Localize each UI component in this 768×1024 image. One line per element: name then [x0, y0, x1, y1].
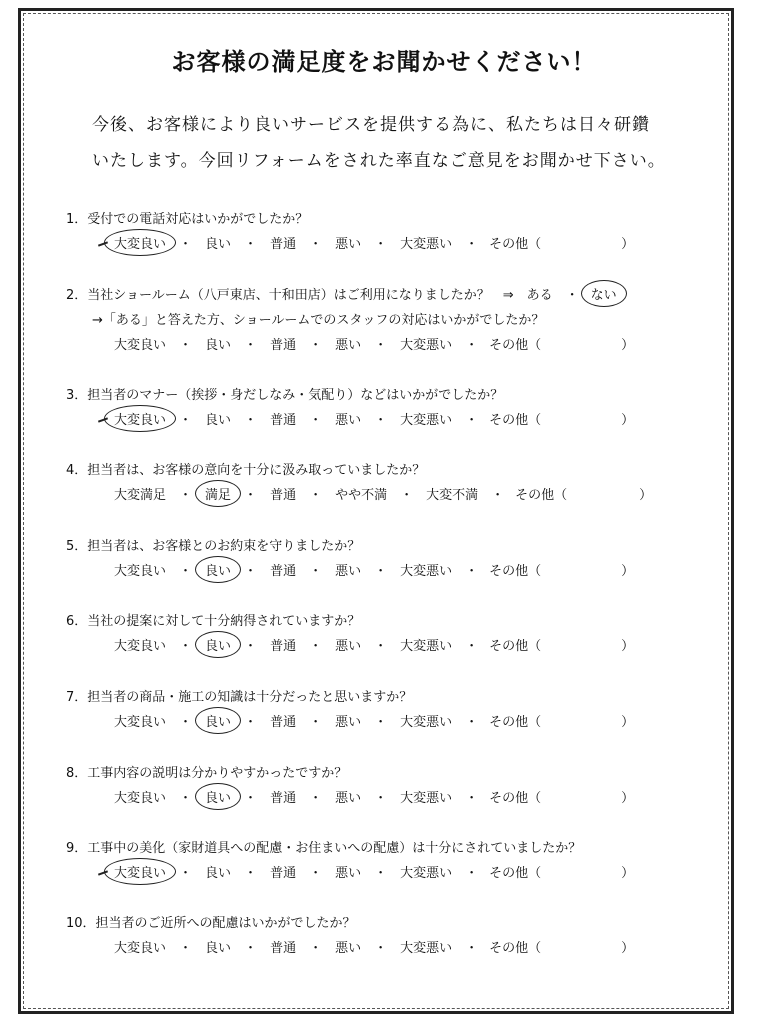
option[interactable]: 悪い: [335, 237, 362, 252]
paren-close: ）: [639, 488, 653, 503]
option-selected[interactable]: 良い: [203, 635, 233, 654]
paren-close: ）: [621, 639, 635, 654]
option[interactable]: 普通: [270, 941, 297, 956]
question-1-options: 大変良い ・ 良い ・ 普通 ・ 悪い ・ 大変悪い ・ その他（ ）: [112, 233, 732, 252]
paren-close: ）: [621, 715, 635, 730]
option[interactable]: 良い: [205, 866, 232, 881]
option-selected[interactable]: 大変良い: [112, 409, 168, 428]
question-7-options: 大変良い ・ 良い ・ 普通 ・ 悪い ・ 大変悪い ・ その他（ ）: [112, 711, 732, 730]
paren-close: ）: [621, 791, 635, 806]
question-2-sub: →「ある」と答えた方、ショールームでのスタッフの対応はいかがでしたか？: [92, 313, 545, 328]
option[interactable]: 悪い: [335, 715, 362, 730]
question-3-options: 大変良い ・ 良い ・ 普通 ・ 悪い ・ 大変悪い ・ その他（ ）: [112, 409, 732, 428]
option-other[interactable]: その他（: [489, 639, 542, 654]
option-other[interactable]: その他（: [489, 413, 542, 428]
intro-line-1: 今後、お客様により良いサービスを提供する為に、私たちは日々研鑽: [92, 115, 650, 135]
question-10-options: 大変良い ・ 良い ・ 普通 ・ 悪い ・ 大変悪い ・ その他（ ）: [112, 937, 732, 956]
option[interactable]: 悪い: [335, 791, 362, 806]
option-other[interactable]: その他（: [515, 488, 568, 503]
option[interactable]: 普通: [270, 791, 297, 806]
option[interactable]: 大変悪い: [400, 791, 453, 806]
question-6-options: 大変良い ・ 良い ・ 普通 ・ 悪い ・ 大変悪い ・ その他（ ）: [112, 635, 732, 654]
option[interactable]: 大変良い: [114, 564, 167, 579]
option-selected[interactable]: 大変良い: [112, 233, 168, 252]
option[interactable]: 大変悪い: [400, 338, 453, 353]
option[interactable]: 大変悪い: [400, 639, 453, 654]
option[interactable]: 普通: [270, 413, 297, 428]
option[interactable]: 普通: [270, 338, 297, 353]
option[interactable]: 悪い: [335, 639, 362, 654]
option[interactable]: 普通: [270, 639, 297, 654]
option[interactable]: 良い: [205, 941, 232, 956]
option[interactable]: 大変悪い: [400, 413, 453, 428]
paren-close: ）: [621, 866, 635, 881]
option[interactable]: 悪い: [335, 338, 362, 353]
paren-close: ）: [621, 941, 635, 956]
question-9: 9．工事中の美化（家財道具への配慮・お住まいへの配慮）は十分にされていましたか？: [66, 841, 582, 856]
option[interactable]: 大変悪い: [400, 941, 453, 956]
question-2-text: 2．当社ショールーム（八戸東店、十和田店）はご利用になりましたか？ ⇒ ある ・: [66, 288, 579, 303]
paren-close: ）: [621, 564, 635, 579]
option[interactable]: 大変不満: [426, 488, 479, 503]
survey-title: お客様の満足度をお聞かせください！: [171, 48, 597, 76]
option[interactable]: 悪い: [335, 564, 362, 579]
question-4: 4．担当者は、お客様の意向を十分に汲み取っていましたか？: [66, 463, 426, 478]
option[interactable]: 良い: [205, 338, 232, 353]
option[interactable]: 大変良い: [114, 791, 167, 806]
option-selected[interactable]: 良い: [203, 787, 233, 806]
question-10: 10．担当者のご近所への配慮はいかがでしたか？: [66, 916, 356, 931]
option-other[interactable]: その他（: [489, 941, 542, 956]
option-selected[interactable]: 良い: [203, 711, 233, 730]
paren-close: ）: [621, 237, 635, 252]
question-8-options: 大変良い ・ 良い ・ 普通 ・ 悪い ・ 大変悪い ・ その他（ ）: [112, 787, 732, 806]
option[interactable]: 普通: [270, 488, 297, 503]
question-5: 5．担当者は、お客様とのお約束を守りましたか？: [66, 539, 361, 554]
option[interactable]: やや不満: [335, 488, 388, 503]
option-selected[interactable]: 良い: [203, 560, 233, 579]
option[interactable]: 大変良い: [114, 338, 167, 353]
question-6: 6．当社の提案に対して十分納得されていますか？: [66, 614, 361, 629]
option[interactable]: 普通: [270, 237, 297, 252]
question-7: 7．担当者の商品・施工の知識は十分だったと思いますか？: [66, 690, 413, 705]
option-other[interactable]: その他（: [489, 564, 542, 579]
option-selected[interactable]: 大変良い: [112, 862, 168, 881]
option[interactable]: 大変良い: [114, 639, 167, 654]
option-no-selected[interactable]: ない: [589, 284, 619, 303]
option[interactable]: 良い: [205, 237, 232, 252]
option[interactable]: 良い: [205, 413, 232, 428]
question-9-options: 大変良い ・ 良い ・ 普通 ・ 悪い ・ 大変悪い ・ その他（ ）: [112, 862, 732, 881]
option-other[interactable]: その他（: [489, 338, 542, 353]
option[interactable]: 大変悪い: [400, 715, 453, 730]
question-3: 3．担当者のマナー（挨拶・身だしなみ・気配り）などはいかがでしたか？: [66, 388, 504, 403]
option[interactable]: 普通: [270, 866, 297, 881]
question-1: 1．受付での電話対応はいかがでしたか？: [66, 212, 309, 227]
option[interactable]: 大変満足: [114, 488, 167, 503]
option[interactable]: 悪い: [335, 413, 362, 428]
question-5-options: 大変良い ・ 良い ・ 普通 ・ 悪い ・ 大変悪い ・ その他（ ）: [112, 560, 732, 579]
paren-close: ）: [621, 338, 635, 353]
intro-line-2: いたします。今回リフォームをされた率直なご意見をお聞かせ下さい。: [92, 151, 666, 171]
question-8: 8．工事内容の説明は分かりやすかったですか？: [66, 766, 348, 781]
option-other[interactable]: その他（: [489, 791, 542, 806]
option[interactable]: 大変良い: [114, 941, 167, 956]
option-selected[interactable]: 満足: [203, 484, 233, 503]
option-other[interactable]: その他（: [489, 237, 542, 252]
question-2: [66, 284, 726, 303]
option[interactable]: 普通: [270, 715, 297, 730]
question-4-options: 大変満足 ・ 満足 ・ 普通 ・ やや不満 ・ 大変不満 ・ その他（ ）: [112, 484, 732, 503]
paren-close: ）: [621, 413, 635, 428]
option[interactable]: 悪い: [335, 866, 362, 881]
option-other[interactable]: その他（: [489, 866, 542, 881]
option[interactable]: 普通: [270, 564, 297, 579]
question-2-options: 大変良い ・ 良い ・ 普通 ・ 悪い ・ 大変悪い ・ その他（ ）: [112, 334, 732, 353]
option[interactable]: 大変良い: [114, 715, 167, 730]
option[interactable]: 悪い: [335, 941, 362, 956]
option-other[interactable]: その他（: [489, 715, 542, 730]
option[interactable]: 大変悪い: [400, 564, 453, 579]
option[interactable]: 大変悪い: [400, 237, 453, 252]
option[interactable]: 大変悪い: [400, 866, 453, 881]
